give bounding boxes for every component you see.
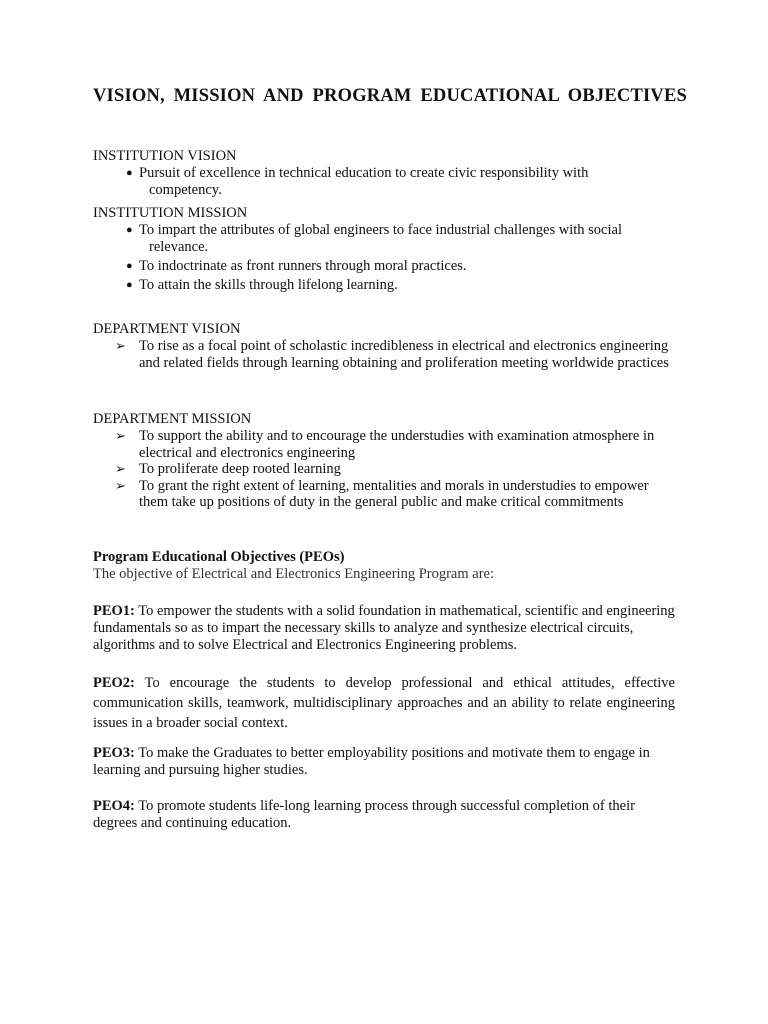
list-item-text: To support the ability and to encourage the understudies with examination atmosphere in electrical and electronics engineering xyxy=(139,428,655,461)
department-vision-heading: DEPARTMENT VISION xyxy=(93,321,241,337)
department-vision-list xyxy=(93,338,675,371)
bullet-icon: ● xyxy=(126,260,133,272)
list-item-continuation: competency. xyxy=(149,182,222,198)
peo-label: PEO3: xyxy=(93,745,135,761)
peo-label: PEO4: xyxy=(93,798,135,814)
peo-text: To make the Graduates to better employability positions and motivate them to engage in learning and pursuing higher studies. xyxy=(93,745,650,778)
list-item xyxy=(93,478,675,511)
arrow-bullet-icon: ➢ xyxy=(115,461,126,476)
list-item-text: To attain the skills through lifelong learning. xyxy=(139,277,398,293)
peo-text: To encourage the students to develop professional and ethical attitudes, effective communication skills, teamwork, multidisciplinary approaches and an ability to relate engineering issues in a broader social context. xyxy=(93,675,675,731)
peo-label: PEO2: xyxy=(93,675,135,691)
list-item xyxy=(93,277,675,294)
institution-mission-list xyxy=(93,222,675,294)
list-item xyxy=(93,428,675,461)
arrow-bullet-icon: ➢ xyxy=(115,428,126,443)
list-item-text: To rise as a focal point of scholastic incredibleness in electrical and electronics engineering and related fields through learning obtaining and proliferation meeting worldwide practices xyxy=(139,338,669,371)
list-item-continuation: relevance. xyxy=(149,239,209,255)
institution-mission-heading: INSTITUTION MISSION xyxy=(93,205,248,221)
bullet-icon: ● xyxy=(126,279,133,291)
department-mission-heading: DEPARTMENT MISSION xyxy=(93,411,252,427)
bullet-icon: ● xyxy=(126,224,133,236)
bullet-icon: ● xyxy=(126,167,133,179)
page-title: VISION, MISSION AND PROGRAM EDUCATIONAL OBJECTIVES xyxy=(93,86,687,106)
peo-text: To promote students life-long learning process through successful completion of their degrees and continuing education. xyxy=(93,798,635,831)
peo-text: To empower the students with a solid foundation in mathematical, scientific and engineering fundamentals so as to impart the necessary skills to analyze and synthesize electrical circuits, algorithms and to solve Electrical and Electronics Engineering problems. xyxy=(93,603,675,653)
peo-item xyxy=(93,603,675,654)
institution-vision-heading: INSTITUTION VISION xyxy=(93,148,237,164)
arrow-bullet-icon: ➢ xyxy=(115,338,126,353)
arrow-bullet-icon: ➢ xyxy=(115,477,126,493)
list-item xyxy=(93,222,675,256)
list-item xyxy=(93,461,675,478)
list-item xyxy=(93,338,675,371)
department-vision-section xyxy=(93,321,675,371)
department-mission-section xyxy=(93,411,675,511)
peo-heading: Program Educational Objectives (PEOs) xyxy=(93,549,345,565)
department-mission-list xyxy=(93,428,675,511)
peo-item xyxy=(93,745,675,779)
peo-item xyxy=(93,673,675,733)
peo-item xyxy=(93,798,675,832)
institution-vision-list xyxy=(93,165,675,199)
peo-label: PEO1: xyxy=(93,603,135,619)
list-item-text: Pursuit of excellence in technical education to create civic responsibility with xyxy=(139,165,589,181)
list-item xyxy=(93,165,675,199)
list-item-text: To impart the attributes of global engineers to face industrial challenges with social xyxy=(139,222,622,238)
list-item-text: To indoctrinate as front runners through moral practices. xyxy=(139,258,467,274)
list-item xyxy=(93,258,675,275)
institution-mission-section xyxy=(93,205,675,296)
peo-section xyxy=(93,549,675,583)
list-item-text: To proliferate deep rooted learning xyxy=(139,461,341,477)
peo-intro: The objective of Electrical and Electronics Engineering Program are: xyxy=(93,566,494,582)
list-item-text: To grant the right extent of learning, mentalities and morals in understudies to empower them take up positions of duty in the general public and make critical commitments xyxy=(139,477,649,510)
institution-vision-section xyxy=(93,148,675,201)
